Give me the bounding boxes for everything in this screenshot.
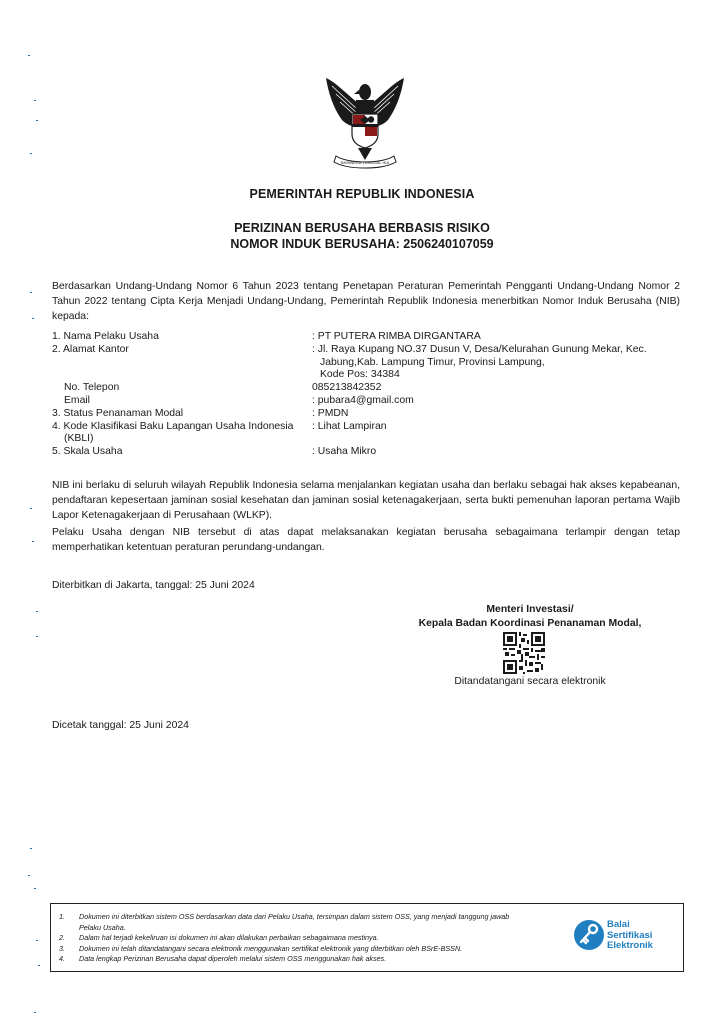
footer-notes-list — [59, 912, 559, 965]
footer-note — [59, 933, 559, 944]
bsre-line-2: Sertifikasi — [607, 929, 653, 941]
note-number: 4. — [59, 954, 65, 963]
signatory-line-2: Kepala Badan Koordinasi Penanaman Modal, — [418, 618, 642, 629]
permit-title: PERIZINAN BERUSAHA BERBASIS RISIKO — [234, 221, 490, 235]
field-row-investment — [52, 408, 692, 421]
scale-value: : Usaha Mikro — [312, 446, 377, 458]
footer-note — [59, 912, 559, 923]
scan-speck — [36, 636, 38, 637]
field-row-name — [52, 331, 692, 344]
field-row-phone — [52, 382, 692, 395]
scan-speck — [30, 153, 32, 154]
phone-label: No. Telepon — [64, 382, 120, 394]
permit-title-block — [0, 220, 724, 252]
scan-speck — [36, 940, 38, 941]
footer-notes-box — [50, 903, 684, 972]
scan-speck — [30, 848, 32, 849]
scan-speck — [36, 120, 38, 121]
footer-note — [59, 954, 559, 965]
address-line-1: : Jl. Raya Kupang NO.37 Dusun V, Desa/Kelurahan Gunung Mekar, Kec. — [312, 343, 647, 355]
scan-speck — [32, 541, 34, 542]
scan-speck — [30, 292, 32, 293]
note-text: Dokumen ini telah ditandatangani secara elektronik menggunakan sertifikat elektronik yang diterbitkan oleh BSrE-BSSN. — [79, 943, 463, 953]
bsre-line-1: Balai — [607, 919, 630, 930]
note-text: Dokumen ini diterbitkan sistem OSS berdasarkan data dari Pelaku Usaha, tersimpan dalam sistem OSS, yang menjadi tanggung jawab — [79, 912, 510, 921]
note-number: 2. — [59, 933, 65, 942]
issued-date: Diterbitkan di Jakarta, tanggal: 25 Juni 2024 — [52, 580, 255, 591]
scan-speck — [28, 875, 30, 876]
scan-speck — [30, 508, 32, 509]
emblem-motto: BHINNEKA TUNGGAL IKA — [340, 160, 390, 165]
name-label: 1. Nama Pelaku Usaha — [52, 331, 159, 342]
scan-speck — [36, 611, 38, 612]
bsre-line-3: Elektronik — [607, 940, 653, 951]
printed-date: Dicetak tanggal: 25 Juni 2024 — [52, 720, 189, 731]
scan-speck — [32, 318, 34, 319]
kbli-label-cont: (KBLI) — [64, 433, 94, 445]
e-signature-note: Ditandatangani secara elektronik — [454, 676, 606, 687]
field-row-address — [52, 344, 692, 382]
signature-qr-code — [503, 632, 545, 674]
obligation-paragraph: Pelaku Usaha dengan NIB tersebut di atas dapat melaksanakan kegiatan berusaha sebagaimana terlampir dengan tetap memperhatikan ketentuan peraturan perundang-undangan. — [52, 527, 680, 553]
field-row-email — [52, 395, 692, 408]
address-line-2: Jabung,Kab. Lampung Timur, Provinsi Lampung, — [320, 356, 545, 368]
signatory-line-1: Menteri Investasi/ — [486, 604, 574, 615]
phone-value: 085213842352 — [312, 382, 382, 394]
footer-note — [59, 944, 559, 955]
nib-number: NOMOR INDUK BERUSAHA: 2506240107059 — [230, 237, 494, 251]
registrant-fields — [52, 331, 692, 459]
validity-paragraph: NIB ini berlaku di seluruh wilayah Republik Indonesia selama menjalankan kegiatan usaha dan berlaku sebagai hak akses kepabeanan, pendaftaran kepesertaan jaminan sosial kesehatan dan jaminan sosial ketenagakerjaan, serta bukti pemenuhan laporan pertama Wajib Lapor Ketenagakerjaan di Perusahaan (WLKP). — [52, 480, 680, 521]
bsre-logo — [573, 918, 669, 958]
scale-label: 5. Skala Usaha — [52, 446, 123, 458]
investment-value: : PMDN — [312, 407, 349, 419]
note-number: 1. — [59, 912, 65, 921]
scan-speck — [38, 965, 40, 966]
name-value: : PT PUTERA RIMBA DIRGANTARA — [312, 331, 481, 342]
note-number: 3. — [59, 943, 65, 953]
note-text: Data lengkap Perizinan Berusaha dapat diperoleh melalui sistem OSS menggunakan hak akses. — [79, 954, 387, 963]
note-text: Dalam hal terjadi kekeliruan isi dokumen ini akan dilakukan perbaikan sebagaimana mestinya. — [79, 933, 379, 942]
scan-speck — [34, 100, 36, 101]
field-row-kbli — [52, 421, 692, 447]
bsre-wordmark — [607, 920, 653, 952]
email-value: : pubara4@gmail.com — [312, 394, 414, 406]
garuda-pancasila-emblem — [318, 76, 412, 172]
address-line-3: Kode Pos: 34384 — [320, 369, 400, 381]
kbli-label: 4. Kode Klasifikasi Baku Lapangan Usaha Indonesia — [52, 420, 294, 432]
address-label: 2. Alamat Kantor — [52, 343, 129, 355]
scan-speck — [34, 888, 36, 889]
government-title: PEMERINTAH REPUBLIK INDONESIA — [249, 187, 475, 201]
investment-label: 3. Status Penanaman Modal — [52, 407, 184, 419]
field-row-scale — [52, 446, 692, 459]
scan-speck — [34, 1012, 36, 1013]
intro-paragraph: Berdasarkan Undang-Undang Nomor 6 Tahun 2023 tentang Penetapan Peraturan Pemerintah Pengganti Undang-Undang Nomor 2 Tahun 2022 tentang Cipta Kerja Menjadi Undang-Undang, Pemerintah Republik Indonesia menerbitkan Nomor Induk Berusaha (NIB) kepada: — [52, 281, 680, 322]
note-text: Pelaku Usaha. — [79, 922, 126, 932]
email-label: Email — [64, 394, 90, 406]
footer-note — [59, 923, 559, 934]
bsre-key-icon — [573, 918, 605, 952]
kbli-value: : Lihat Lampiran — [312, 420, 387, 432]
scan-speck — [28, 55, 30, 56]
signatory-title — [380, 603, 680, 631]
note-number — [59, 923, 79, 934]
